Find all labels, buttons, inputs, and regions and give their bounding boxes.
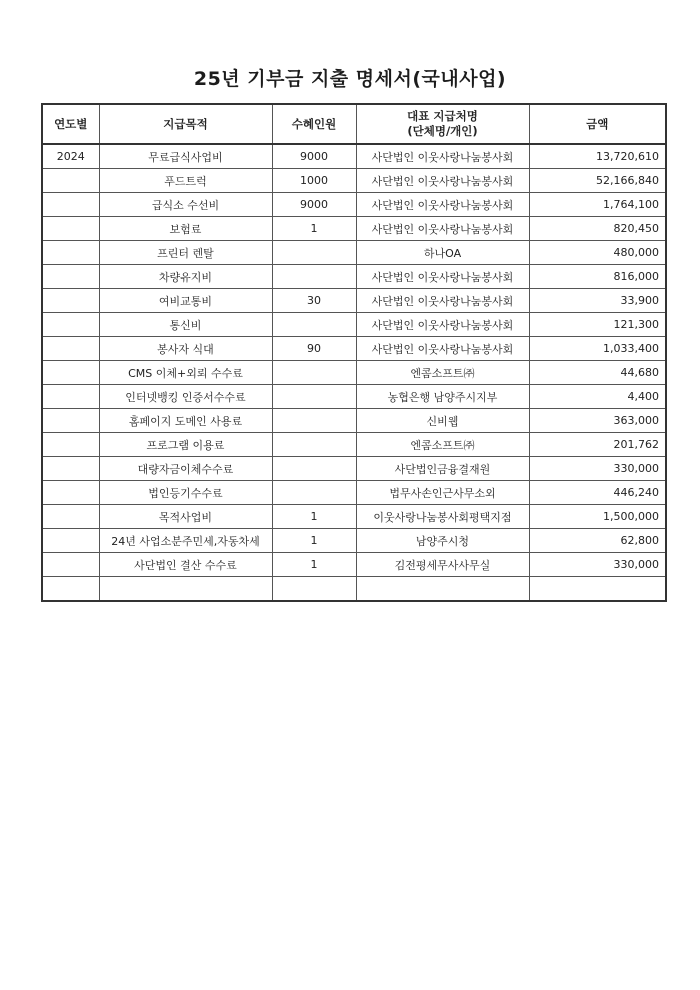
cell-recipient: 사단법인 이웃사랑나눔봉사회 <box>356 289 529 313</box>
cell-amount: 4,400 <box>529 385 666 409</box>
cell-recipient: 사단법인금융결재원 <box>356 457 529 481</box>
table-row <box>42 385 666 409</box>
table-row <box>42 553 666 577</box>
cell-amount: 446,240 <box>529 481 666 505</box>
cell-purpose: CMS 이체+외뢰 수수료 <box>99 361 272 385</box>
cell-beneficiaries: 1 <box>272 553 356 577</box>
cell-beneficiaries <box>272 361 356 385</box>
header-recipient <box>356 104 529 144</box>
cell-purpose: 24년 사업소분주민세,자동차세 <box>99 529 272 553</box>
cell-recipient: 하나OA <box>356 241 529 265</box>
donation-expense-table <box>41 103 667 602</box>
cell-beneficiaries <box>272 313 356 337</box>
cell-beneficiaries <box>272 457 356 481</box>
page-title: 25년 기부금 지출 명세서(국내사업) <box>193 68 507 90</box>
cell-year <box>42 217 99 241</box>
cell-purpose: 프로그램 이용료 <box>99 433 272 457</box>
cell-beneficiaries <box>272 433 356 457</box>
header-amount: 금액 <box>529 104 666 144</box>
cell-amount: 201,762 <box>529 433 666 457</box>
cell-amount: 330,000 <box>529 457 666 481</box>
table-row <box>42 193 666 217</box>
table-row <box>42 144 666 169</box>
table-row <box>42 457 666 481</box>
cell-recipient: 사단법인 이웃사랑나눔봉사회 <box>356 144 529 169</box>
cell-amount <box>529 577 666 602</box>
cell-amount: 816,000 <box>529 265 666 289</box>
cell-year <box>42 457 99 481</box>
cell-purpose: 법인등기수수료 <box>99 481 272 505</box>
header-recipient-line1: 대표 지급처명 <box>407 109 478 123</box>
table-row <box>42 169 666 193</box>
table-row <box>42 529 666 553</box>
cell-purpose: 푸드트럭 <box>99 169 272 193</box>
cell-recipient: 농협은행 남양주시지부 <box>356 385 529 409</box>
table-row <box>42 241 666 265</box>
header-purpose: 지급목적 <box>99 104 272 144</box>
cell-beneficiaries: 9000 <box>272 193 356 217</box>
cell-recipient: 사단법인 이웃사랑나눔봉사회 <box>356 265 529 289</box>
cell-purpose: 인터넷뱅킹 인증서수수료 <box>99 385 272 409</box>
cell-beneficiaries: 1000 <box>272 169 356 193</box>
cell-year <box>42 193 99 217</box>
cell-recipient: 사단법인 이웃사랑나눔봉사회 <box>356 217 529 241</box>
cell-amount: 330,000 <box>529 553 666 577</box>
cell-recipient: 법무사손인근사무소외 <box>356 481 529 505</box>
table-row <box>42 337 666 361</box>
cell-purpose: 보험료 <box>99 217 272 241</box>
cell-recipient <box>356 577 529 602</box>
cell-beneficiaries: 1 <box>272 529 356 553</box>
cell-year <box>42 409 99 433</box>
cell-recipient: 사단법인 이웃사랑나눔봉사회 <box>356 193 529 217</box>
cell-recipient: 김전평세무사사무실 <box>356 553 529 577</box>
header-beneficiaries: 수혜인원 <box>272 104 356 144</box>
cell-amount: 363,000 <box>529 409 666 433</box>
cell-year <box>42 385 99 409</box>
cell-purpose: 프린터 렌탈 <box>99 241 272 265</box>
cell-year <box>42 553 99 577</box>
cell-amount: 13,720,610 <box>529 144 666 169</box>
cell-year <box>42 289 99 313</box>
cell-amount: 121,300 <box>529 313 666 337</box>
cell-beneficiaries: 1 <box>272 217 356 241</box>
cell-purpose <box>99 577 272 602</box>
header-recipient-line2: (단체명/개인) <box>407 124 478 138</box>
cell-year <box>42 481 99 505</box>
cell-recipient: 사단법인 이웃사랑나눔봉사회 <box>356 337 529 361</box>
table-row <box>42 313 666 337</box>
cell-amount: 44,680 <box>529 361 666 385</box>
cell-beneficiaries <box>272 241 356 265</box>
cell-amount: 33,900 <box>529 289 666 313</box>
cell-beneficiaries <box>272 265 356 289</box>
cell-purpose: 홈페이지 도메인 사용료 <box>99 409 272 433</box>
table-row <box>42 433 666 457</box>
cell-beneficiaries <box>272 409 356 433</box>
header-year: 연도별 <box>42 104 99 144</box>
cell-beneficiaries: 1 <box>272 505 356 529</box>
cell-purpose: 통신비 <box>99 313 272 337</box>
cell-purpose: 사단법인 결산 수수료 <box>99 553 272 577</box>
cell-amount: 1,033,400 <box>529 337 666 361</box>
cell-recipient: 사단법인 이웃사랑나눔봉사회 <box>356 169 529 193</box>
cell-recipient: 신비웹 <box>356 409 529 433</box>
cell-purpose: 차량유지비 <box>99 265 272 289</box>
cell-year <box>42 433 99 457</box>
cell-recipient: 엔콤소프트㈜ <box>356 433 529 457</box>
table-row <box>42 217 666 241</box>
table-row <box>42 361 666 385</box>
cell-amount: 820,450 <box>529 217 666 241</box>
cell-year <box>42 505 99 529</box>
cell-amount: 1,764,100 <box>529 193 666 217</box>
cell-beneficiaries: 90 <box>272 337 356 361</box>
cell-beneficiaries: 30 <box>272 289 356 313</box>
cell-amount: 62,800 <box>529 529 666 553</box>
cell-year <box>42 169 99 193</box>
cell-recipient: 엔콤소프트㈜ <box>356 361 529 385</box>
cell-recipient: 남양주시청 <box>356 529 529 553</box>
cell-beneficiaries <box>272 481 356 505</box>
cell-recipient: 사단법인 이웃사랑나눔봉사회 <box>356 313 529 337</box>
cell-amount: 480,000 <box>529 241 666 265</box>
table-row <box>42 409 666 433</box>
table-header-row <box>42 104 666 144</box>
cell-amount: 52,166,840 <box>529 169 666 193</box>
table-row <box>42 265 666 289</box>
cell-purpose: 여비교통비 <box>99 289 272 313</box>
table-row <box>42 481 666 505</box>
table-row <box>42 505 666 529</box>
cell-year <box>42 337 99 361</box>
cell-beneficiaries <box>272 577 356 602</box>
cell-purpose: 무료급식사업비 <box>99 144 272 169</box>
cell-year <box>42 577 99 602</box>
cell-purpose: 봉사자 식대 <box>99 337 272 361</box>
cell-amount: 1,500,000 <box>529 505 666 529</box>
cell-purpose: 급식소 수선비 <box>99 193 272 217</box>
cell-year <box>42 361 99 385</box>
cell-purpose: 대량자금이체수수료 <box>99 457 272 481</box>
table-row <box>42 289 666 313</box>
cell-year <box>42 313 99 337</box>
cell-year <box>42 265 99 289</box>
cell-year <box>42 241 99 265</box>
cell-year <box>42 529 99 553</box>
cell-purpose: 목적사업비 <box>99 505 272 529</box>
cell-beneficiaries: 9000 <box>272 144 356 169</box>
cell-beneficiaries <box>272 385 356 409</box>
cell-year: 2024 <box>42 144 99 169</box>
table-row <box>42 577 666 602</box>
cell-recipient: 이웃사랑나눔봉사회평택지점 <box>356 505 529 529</box>
